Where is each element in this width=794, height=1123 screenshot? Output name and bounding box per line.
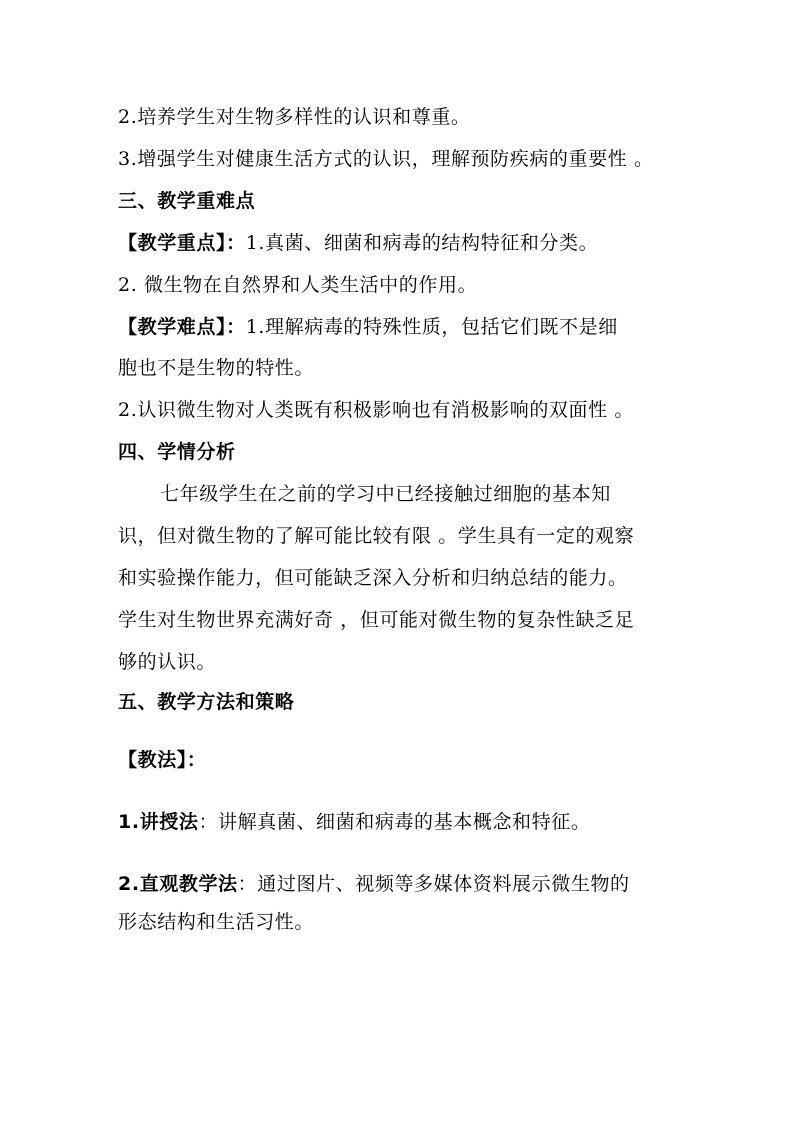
- method-2-line: [118, 872, 630, 896]
- difficult-points-line: [118, 315, 618, 339]
- key-points-item-1: 1.真菌、细菌和病毒的结构特征和分类。: [245, 232, 599, 254]
- student-analysis-line-4: 学生对生物世界充满好奇 ，但可能对微生物的复杂性缺乏足: [118, 609, 635, 631]
- difficult-points-label: 【教学难点】：: [118, 316, 246, 338]
- method-1-label: 1.讲授法: [118, 811, 199, 833]
- method-2-label: 2.直观教学法: [118, 873, 238, 895]
- method-2-text: ：通过图片、视频等多媒体资料展示微生物的: [237, 873, 630, 895]
- student-analysis-line-2: 识，但对微生物的了解可能比较有限 。学生具有一定的观察: [118, 525, 635, 547]
- goal-item-3: 3.增强学生对健康生活方式的认识，理解预防疾病的重要性 。: [118, 148, 654, 170]
- goal-item-2: 2.培养学生对生物多样性的认识和尊重。: [118, 106, 471, 128]
- student-analysis-line-1: 七年级学生在之前的学习中已经接触过细胞的基本知: [160, 483, 611, 505]
- student-analysis-line-5: 够的认识。: [118, 651, 217, 673]
- difficult-points-item-2: 2.认识微生物对人类既有积极影响也有消极影响的双面性 。: [118, 399, 634, 421]
- difficult-points-item-1: 1.理解病毒的特殊性质，包括它们既不是细: [245, 316, 618, 338]
- section-heading-methods: 五、教学方法和策略: [118, 691, 295, 713]
- key-points-label: 【教学重点】：: [118, 232, 246, 254]
- student-analysis-line-3: 和实验操作能力，但可能缺乏深入分析和归纳总结的能力。: [118, 567, 628, 589]
- teaching-methods-label: 【教法】：: [118, 749, 207, 771]
- key-points-line: [118, 231, 598, 255]
- method-2-text-continued: 形态结构和生活习性。: [118, 911, 315, 933]
- difficult-points-item-1-continued: 胞也不是生物的特性。: [118, 357, 315, 379]
- method-1-line: [118, 810, 590, 834]
- section-heading-key-points: 三、教学重难点: [118, 190, 256, 212]
- key-points-item-2: 2. 微生物在自然界和人类生活中的作用。: [118, 274, 478, 296]
- method-1-text: ：讲解真菌、细菌和病毒的基本概念和特征。: [198, 811, 591, 833]
- section-heading-student-analysis: 四、学情分析: [118, 441, 236, 463]
